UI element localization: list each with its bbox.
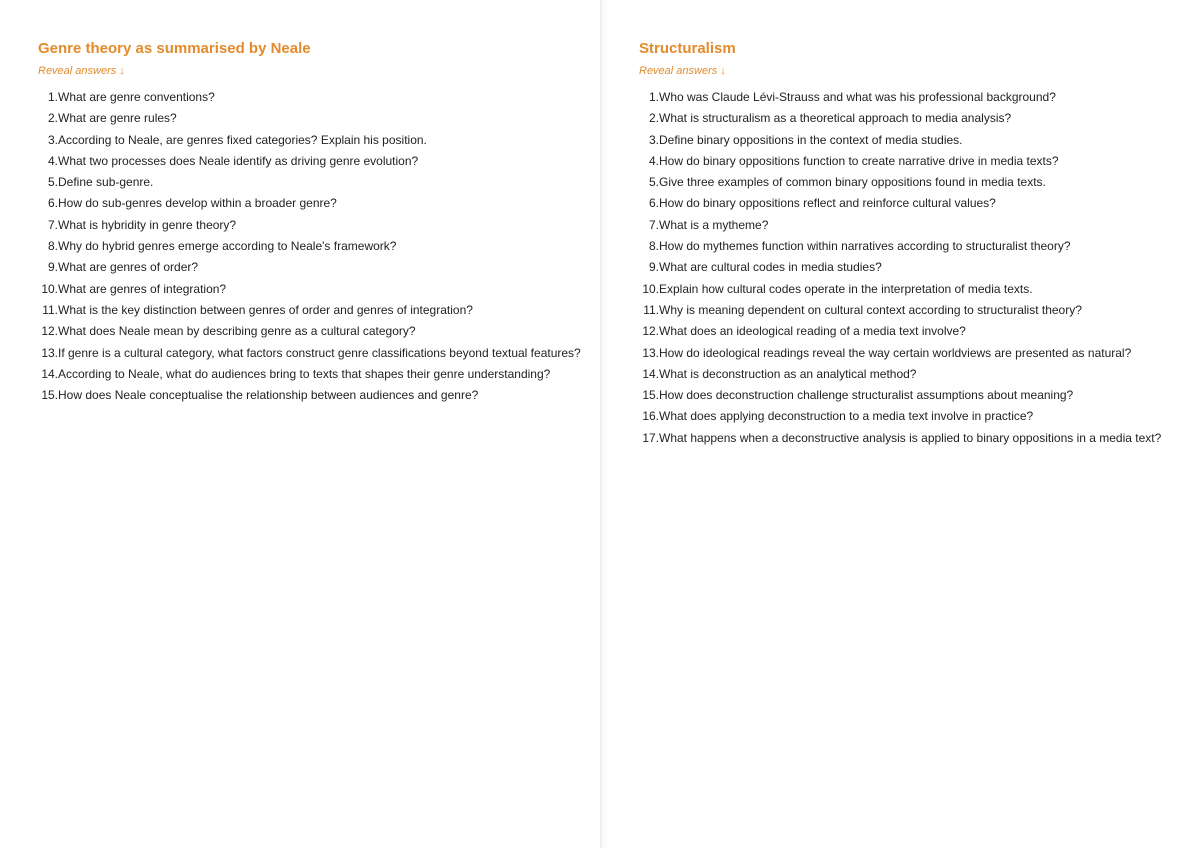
question-item — [38, 172, 580, 193]
question-item — [38, 236, 580, 257]
question-number: 10. — [642, 281, 659, 296]
question-item — [639, 300, 1180, 321]
question-number: 3. — [47, 132, 58, 147]
question-item — [639, 236, 1180, 257]
question-item — [38, 321, 580, 342]
reveal-answers-link-genre-theory[interactable] — [38, 64, 125, 78]
question-number: 12. — [642, 324, 659, 339]
question-text: Define binary oppositions in the context of media studies. — [659, 132, 963, 147]
section-title-structuralism: Structuralism — [639, 40, 736, 57]
question-item — [38, 364, 580, 385]
question-item — [38, 343, 580, 364]
question-item — [38, 279, 580, 300]
question-list-structuralism — [639, 87, 1180, 449]
section-title-genre-theory: Genre theory as summarised by Neale — [38, 40, 311, 57]
question-number: 6. — [648, 196, 659, 211]
question-number: 9. — [648, 260, 659, 275]
question-item — [639, 279, 1180, 300]
question-item — [639, 172, 1180, 193]
reveal-answers-label: Reveal answers — [38, 65, 117, 77]
question-item — [639, 321, 1180, 342]
right-page — [600, 0, 1200, 848]
question-number: 10. — [41, 281, 58, 296]
question-number: 14. — [41, 366, 58, 381]
reveal-answers-link-structuralism[interactable] — [639, 64, 726, 78]
question-item — [38, 130, 580, 151]
question-number: 14. — [642, 366, 659, 381]
question-number: 5. — [47, 175, 58, 190]
question-text: What does an ideological reading of a media text involve? — [659, 324, 966, 339]
question-text: How do binary oppositions reflect and reinforce cultural values? — [659, 196, 996, 211]
question-item — [639, 364, 1180, 385]
question-item — [639, 385, 1180, 406]
question-number: 11. — [643, 302, 659, 317]
question-number: 17. — [642, 430, 659, 445]
arrow-down-icon: ↓ — [720, 65, 726, 77]
question-number: 2. — [648, 111, 659, 126]
question-text: According to Neale, are genres fixed categories? Explain his position. — [58, 132, 427, 147]
question-text: What is the key distinction between genres of order and genres of integration? — [58, 302, 473, 317]
question-text: What are genre rules? — [58, 111, 177, 126]
question-text: If genre is a cultural category, what factors construct genre classifications beyond textual features? — [58, 345, 581, 360]
question-text: How do binary oppositions function to create narrative drive in media texts? — [659, 153, 1059, 168]
question-number: 8. — [648, 239, 659, 254]
question-text: Why do hybrid genres emerge according to Neale's framework? — [58, 239, 397, 254]
question-text: What is a mytheme? — [659, 217, 769, 232]
question-item — [639, 130, 1180, 151]
question-text: What happens when a deconstructive analysis is applied to binary oppositions in a media text? — [659, 430, 1162, 445]
question-item — [38, 193, 580, 214]
question-number: 13. — [642, 345, 659, 360]
question-text: Why is meaning dependent on cultural context according to structuralist theory? — [659, 302, 1082, 317]
question-item — [639, 215, 1180, 236]
question-number: 13. — [41, 345, 58, 360]
question-number: 3. — [648, 132, 659, 147]
question-text: How does Neale conceptualise the relationship between audiences and genre? — [58, 388, 479, 403]
question-number: 7. — [648, 217, 659, 232]
question-item — [639, 428, 1180, 449]
question-item — [639, 406, 1180, 427]
question-item — [639, 87, 1180, 108]
question-number: 9. — [47, 260, 58, 275]
question-text: Who was Claude Lévi-Strauss and what was his professional background? — [659, 90, 1056, 104]
arrow-down-icon: ↓ — [119, 65, 125, 77]
question-item — [639, 193, 1180, 214]
question-number: 15. — [642, 388, 659, 403]
question-item — [639, 108, 1180, 129]
question-item — [38, 108, 580, 129]
question-item — [38, 215, 580, 236]
question-number: 1. — [47, 90, 58, 104]
question-number: 4. — [648, 153, 659, 168]
question-text: What are genres of order? — [58, 260, 199, 275]
question-text: What are genres of integration? — [58, 281, 227, 296]
question-text: What two processes does Neale identify as driving genre evolution? — [58, 153, 419, 168]
question-text: What does Neale mean by describing genre as a cultural category? — [58, 324, 416, 339]
question-number: 7. — [47, 217, 58, 232]
question-text: Give three examples of common binary oppositions found in media texts. — [659, 175, 1046, 190]
question-number: 1. — [648, 90, 659, 104]
question-list-genre-theory — [38, 87, 580, 406]
question-item — [38, 257, 580, 278]
reveal-answers-label: Reveal answers — [639, 65, 718, 77]
question-item — [38, 300, 580, 321]
question-number: 12. — [41, 324, 58, 339]
question-text: What is structuralism as a theoretical approach to media analysis? — [659, 111, 1012, 126]
question-number: 4. — [47, 153, 58, 168]
question-number: 2. — [47, 111, 58, 126]
question-item — [639, 257, 1180, 278]
question-text: What are cultural codes in media studies? — [659, 260, 882, 275]
question-text: What is deconstruction as an analytical method? — [659, 366, 917, 381]
question-number: 5. — [648, 175, 659, 190]
question-number: 6. — [47, 196, 58, 211]
question-text: How does deconstruction challenge structuralist assumptions about meaning? — [659, 388, 1074, 403]
question-text: Define sub-genre. — [58, 175, 154, 190]
question-text: What are genre conventions? — [58, 90, 215, 104]
question-number: 16. — [642, 409, 659, 424]
question-number: 8. — [47, 239, 58, 254]
question-text: What does applying deconstruction to a media text involve in practice? — [659, 409, 1034, 424]
question-number: 15. — [41, 388, 58, 403]
question-text: How do ideological readings reveal the way certain worldviews are presented as natural? — [659, 345, 1132, 360]
question-text: What is hybridity in genre theory? — [58, 217, 237, 232]
question-item — [38, 87, 580, 108]
question-text: According to Neale, what do audiences bring to texts that shapes their genre understanding? — [58, 366, 551, 381]
question-number: 11. — [42, 302, 58, 317]
question-item — [38, 151, 580, 172]
question-text: How do mythemes function within narratives according to structuralist theory? — [659, 239, 1071, 254]
question-item — [639, 343, 1180, 364]
question-text: Explain how cultural codes operate in the interpretation of media texts. — [659, 281, 1033, 296]
question-item — [38, 385, 580, 406]
question-text: How do sub-genres develop within a broader genre? — [58, 196, 337, 211]
question-item — [639, 151, 1180, 172]
